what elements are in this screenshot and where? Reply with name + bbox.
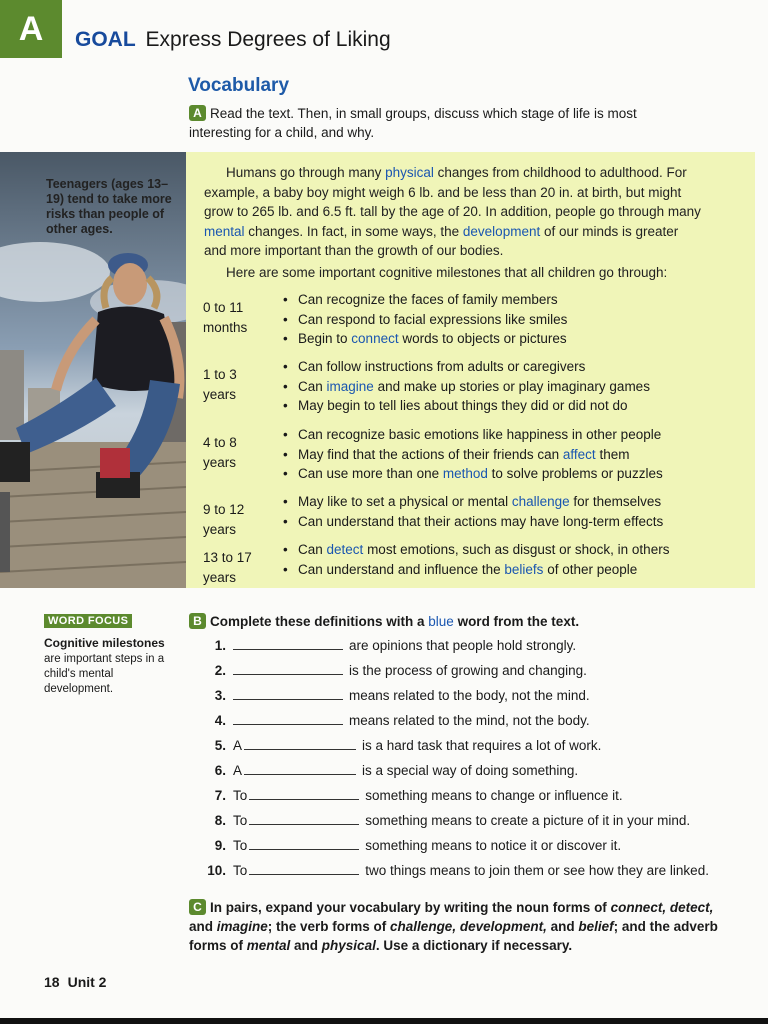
vocab-word: imagine [326, 378, 374, 394]
definitions-list [200, 638, 740, 888]
text-run: words to objects or pictures [398, 331, 567, 347]
milestone-item [282, 464, 663, 484]
milestone-age: 4 to 8 years [203, 435, 237, 470]
vocab-word: affect [562, 446, 596, 462]
definition-row [200, 638, 740, 663]
bottom-bar [0, 1018, 768, 1024]
milestone-bullets [282, 425, 663, 484]
vocab-word: challenge [511, 494, 570, 509]
answer-blank[interactable] [233, 638, 343, 650]
answer-blank[interactable] [244, 763, 356, 775]
definition-text: something means to notice it or discover it. [365, 838, 622, 853]
text-run: most emotions, such as disgust or shock, in others [363, 542, 670, 557]
text-run: of our minds is greater and more important than the growth of our bodies. [204, 223, 679, 258]
goal-heading [75, 28, 391, 52]
vocab-word: beliefs [504, 561, 544, 577]
definition-prefix: To [233, 838, 248, 853]
text-run: May find that the actions of their friends can [298, 446, 563, 462]
exercise-a-instruction [189, 104, 699, 142]
vocab-word: mental [204, 223, 245, 239]
answer-blank[interactable] [233, 713, 343, 725]
text-run: May like to set a physical or mental [298, 494, 512, 509]
exercise-a-badge: A [189, 105, 206, 121]
definition-text: means related to the body, not the mind. [349, 688, 590, 703]
milestone-item [282, 310, 567, 330]
milestone-bullets [282, 540, 669, 579]
definition-number: 7. [214, 788, 226, 803]
italic-term: mental [246, 938, 291, 953]
milestone-age: 0 to 11 months [203, 300, 248, 335]
reading-paragraph-1 [204, 163, 704, 261]
exercise-b-text-pre: Complete these definitions with a [210, 614, 429, 629]
milestone-item [282, 560, 669, 580]
milestone-age: 13 to 17 years [203, 550, 252, 585]
text-run: Begin to [298, 331, 352, 347]
definition-row [200, 688, 740, 713]
text-run: Can understand and influence the [298, 561, 505, 577]
answer-blank[interactable] [249, 788, 359, 800]
photo-caption: Teenagers (ages 13–19) tend to take more risks than people of other ages. [46, 177, 172, 236]
milestone-item [282, 492, 663, 512]
definition-row [200, 713, 740, 738]
milestone-bullets [282, 492, 663, 531]
milestone-item [282, 357, 650, 377]
definition-number: 6. [214, 763, 226, 778]
definition-text: is the process of growing and changing. [349, 663, 587, 678]
text-run: and [546, 919, 579, 934]
definition-row [200, 763, 740, 788]
definition-number: 2. [214, 663, 226, 678]
definition-number: 3. [214, 688, 226, 703]
text-run: and make up stories or play imaginary games [373, 378, 650, 394]
milestone-bullets [282, 290, 567, 349]
definition-prefix: To [233, 788, 248, 803]
milestone-item [282, 445, 663, 465]
word-focus-definition: are important steps in a child's mental development. [44, 653, 165, 695]
milestone-age: 1 to 3 years [203, 367, 237, 402]
definition-number: 9. [214, 838, 226, 853]
answer-blank[interactable] [249, 813, 359, 825]
text-run: ; and the adverb forms of [189, 919, 718, 953]
vocab-word: physical [385, 165, 434, 180]
definition-prefix: A [233, 738, 243, 753]
answer-blank[interactable] [244, 738, 356, 750]
definition-prefix: A [233, 763, 243, 778]
vocab-word: method [442, 466, 488, 482]
definition-row [200, 813, 740, 838]
page-footer [44, 974, 106, 990]
text-run: Can respond to facial expressions like smiles [298, 311, 568, 327]
text-run: Can understand that their actions may have long-term effects [298, 513, 664, 529]
text-run: In pairs, expand your vocabulary by writing the noun forms of [210, 900, 611, 915]
word-focus-term: Cognitive milestones [44, 636, 165, 650]
definition-text: two things means to join them or see how they are linked. [365, 863, 709, 878]
unit-label: Unit 2 [67, 974, 107, 990]
definition-text: are opinions that people hold strongly. [349, 638, 577, 653]
definition-row [200, 788, 740, 813]
answer-blank[interactable] [233, 663, 343, 675]
exercise-b-text-post: word from the text. [453, 614, 580, 629]
definition-text: means related to the mind, not the body. [349, 713, 590, 728]
text-run: and [189, 919, 217, 934]
milestone-item [282, 540, 669, 560]
text-run: for themselves [569, 494, 662, 509]
definition-row [200, 663, 740, 688]
definition-number: 5. [214, 738, 226, 753]
italic-term: connect, detect, [610, 900, 714, 915]
definition-text: is a hard task that requires a lot of work. [362, 738, 602, 753]
italic-term: physical [321, 938, 376, 953]
definition-number: 1. [214, 638, 226, 653]
text-run: Can [298, 378, 327, 394]
text-run: Can recognize basic emotions like happiness in other people [298, 427, 662, 442]
italic-term: challenge, development, [390, 919, 547, 934]
text-run: to solve problems or puzzles [487, 466, 663, 482]
definition-number: 10. [207, 863, 226, 878]
definition-prefix: To [233, 813, 248, 828]
exercise-c-badge: C [189, 899, 206, 915]
answer-blank[interactable] [249, 838, 359, 850]
exercise-b-badge: B [189, 613, 206, 629]
exercise-a-text: Read the text. Then, in small groups, discuss which stage of life is most interesting for a child, and why. [189, 106, 637, 140]
definition-row [200, 738, 740, 763]
word-focus-tag: WORD FOCUS [44, 614, 132, 628]
text-run: Can recognize the faces of family members [298, 292, 558, 307]
definition-prefix: To [233, 863, 248, 878]
milestone-age: 9 to 12 years [203, 502, 245, 537]
goal-text: Express Degrees of Liking [145, 28, 391, 51]
text-run: Can [298, 542, 327, 557]
milestone-item [282, 329, 567, 349]
text-run: and [290, 938, 322, 953]
text-run: them [595, 446, 630, 462]
vocab-word: development [462, 223, 541, 239]
italic-term: belief [578, 919, 614, 934]
milestone-item [282, 512, 663, 532]
text-run: Can follow instructions from adults or caregivers [298, 359, 586, 374]
milestone-bullets [282, 357, 650, 416]
definition-number: 4. [214, 713, 226, 728]
exercise-b-text-blue: blue [428, 614, 454, 629]
vocab-word: detect [326, 542, 364, 557]
milestone-item [282, 396, 650, 416]
milestone-item [282, 425, 663, 445]
text-run: of other people [543, 561, 638, 577]
lesson-letter-badge: A [0, 0, 62, 58]
text-run: Can use more than one [298, 466, 443, 482]
definition-text: is a special way of doing something. [362, 763, 579, 778]
milestone-item [282, 377, 650, 397]
vocab-word: connect [351, 331, 399, 347]
definition-row [200, 838, 740, 863]
definition-text: something means to change or influence it. [365, 788, 623, 803]
text-run: changes. In fact, in some ways, the [244, 223, 463, 239]
answer-blank[interactable] [233, 688, 343, 700]
text-run: Humans go through many [226, 165, 386, 180]
milestone-item [282, 290, 567, 310]
exercise-b-instruction [189, 613, 579, 629]
answer-blank[interactable] [249, 863, 359, 875]
definition-text: something means to create a picture of it in your mind. [365, 813, 691, 828]
text-run: ; the verb forms of [267, 919, 391, 934]
page-number: 18 [44, 974, 60, 990]
text-run: . Use a dictionary if necessary. [375, 938, 573, 953]
definition-row [200, 863, 740, 888]
reading-paragraph-2: Here are some important cognitive milestones that all children go through: [226, 265, 668, 280]
section-title: Vocabulary [188, 75, 290, 96]
exercise-c-instruction [189, 898, 719, 955]
italic-term: imagine [216, 919, 268, 934]
definition-number: 8. [214, 813, 226, 828]
text-run: changes from childhood to adulthood. For example, a baby boy might weigh 6 lb. and be less than 20 in. at birth, but might grow to 265 lb. and 6.5 ft. tall by the age of 20. In addition, people go through many [204, 165, 701, 219]
text-run: May begin to tell lies about things they did or did not do [298, 398, 628, 414]
goal-label: GOAL [75, 28, 136, 51]
